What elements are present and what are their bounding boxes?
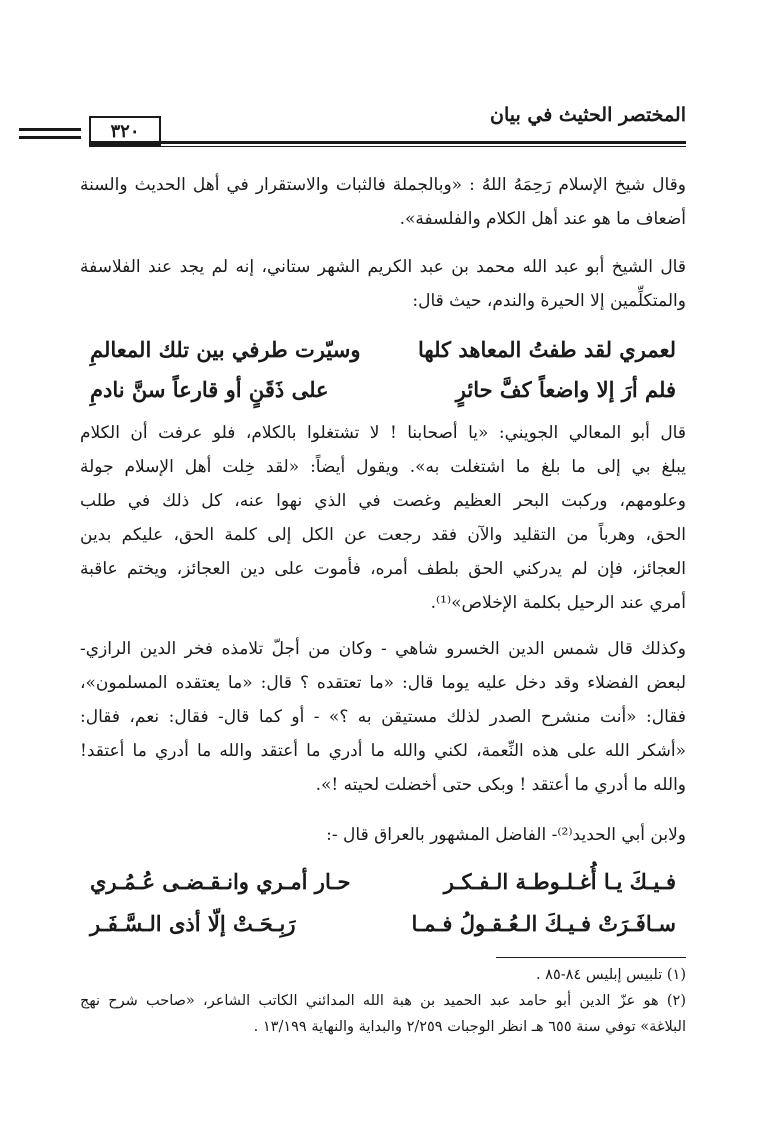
text-line: وعلومهم، وركبت البحر العظيم وغصت في الذي نهوا عنه، كل ذلك في طلب (80, 491, 686, 511)
header-rule-thin (89, 146, 686, 147)
verse (80, 370, 686, 410)
text-line: يبلغ بي إلى ما بلغ ما اشتغلت به». ويقول أيضاً: «لقد خِلت أهل الإسلام جولة (80, 457, 686, 477)
text-line: وكذلك قال شمس الدين الخسرو شاهي - وكان من أجلّ تلامذه فخر الدين الرازي- (80, 639, 686, 659)
text-line: فقال: «أنت منشرح الصدر لذلك مستيقن به ؟» - أو كما قال- فقال: نعم، فقال: (80, 707, 686, 727)
verse-first-hemistich: فـيـكَ يـا أُغـلـوطـة الـفـكـر (443, 869, 676, 894)
verse (80, 862, 686, 902)
header-ornament-line (19, 136, 81, 139)
text-line: العجائز، فإن لم يدركني الحق بلطف أمره، فأموت على دين العجائز، ويختم عاقبة (80, 559, 686, 579)
text-line: الحق، وهرباً من التقليد والآن فقد رجعت عن الكل إلى كلمة الحق، عليكم بدين (80, 525, 686, 545)
text-line: قال الشيخ أبو عبد الله محمد بن عبد الكريم الشهر ستاني، إنه لم يجد عند الفلاسفة (80, 257, 686, 277)
verse-first-hemistich: سـافَـرَتْ فـيـكَ الـعُـقـولُ فـمـا (411, 911, 676, 936)
footnote: البلاغة» توفي سنة ٦٥٥ هـ انظر الوجبات ٢/٢٥٩ والبداية والنهاية ١٣/١٩٩ . (253, 1019, 686, 1035)
footnote-separator (496, 957, 686, 958)
text-line: وقال شيخ الإسلام رَحِمَهُ اللهُ : «وبالجملة فالثبات والاستقرار في أهل الحديث والسنة (80, 175, 686, 195)
verse (80, 330, 686, 370)
verse-first-hemistich: فلم أرَ إلا واضعاً كفَّ حائرٍ (455, 377, 676, 402)
header-ornament-line (19, 128, 81, 131)
verse-second-hemistich: حـار أمـري وانـقـضـى عُـمُـري (90, 869, 351, 894)
footnote: (١) تلبيس إبليس ٨٤-٨٥ . (535, 967, 686, 983)
text-line: ولابن أبي الحديد⁽²⁾- الفاضل المشهور بالعراق قال -: (326, 825, 686, 845)
verse-second-hemistich: وسيّرت طرفي بين تلك المعالمِ (90, 337, 361, 362)
text-line: والله ما أدري ما أعتقد ! وبكى حتى أخضلت لحيته !». (315, 775, 686, 795)
text-line: أمري عند الرحيل بكلمة الإخلاص»⁽¹⁾. (430, 593, 686, 613)
header-rule (89, 141, 686, 144)
text-line: لبعض الفضلاء وقد دخل عليه يوما قال: «ما تعتقده ؟ قال: «ما يعتقده المسلمون»، (80, 673, 686, 693)
footnote: (٢) هو عزّ الدين أبو حامد عبد الحميد بن هبة الله المدائني الكاتب الشاعر، «صاحب شرح نهج (80, 993, 686, 1009)
text-line: قال أبو المعالي الجويني: «يا أصحابنا ! لا تشتغلوا بالكلام، فلو عرفت أن الكلام (80, 423, 686, 443)
text-line: «أشكر الله على هذه النِّعمة، لكني والله ما أدري ما أعتقد والله ما أدري ما أعتقد! (80, 741, 686, 761)
running-header-title: المختصر الحثيث في بيان (490, 104, 686, 126)
verse (80, 904, 686, 944)
page-number: ٣٢٠ (110, 120, 140, 142)
verse-second-hemistich: رَبِـحَـتْ إلّا أذى الـسَّـفَـر (90, 911, 296, 936)
verse-first-hemistich: لعمري لقد طفتُ المعاهد كلها (418, 337, 676, 362)
text-line: أضعاف ما هو عند أهل الكلام والفلسفة». (399, 209, 686, 229)
verse-second-hemistich: على ذَقَنٍ أو قارعاً سنَّ نادمِ (90, 377, 329, 402)
text-line: والمتكلِّمين إلا الحيرة والندم، حيث قال: (412, 291, 686, 311)
